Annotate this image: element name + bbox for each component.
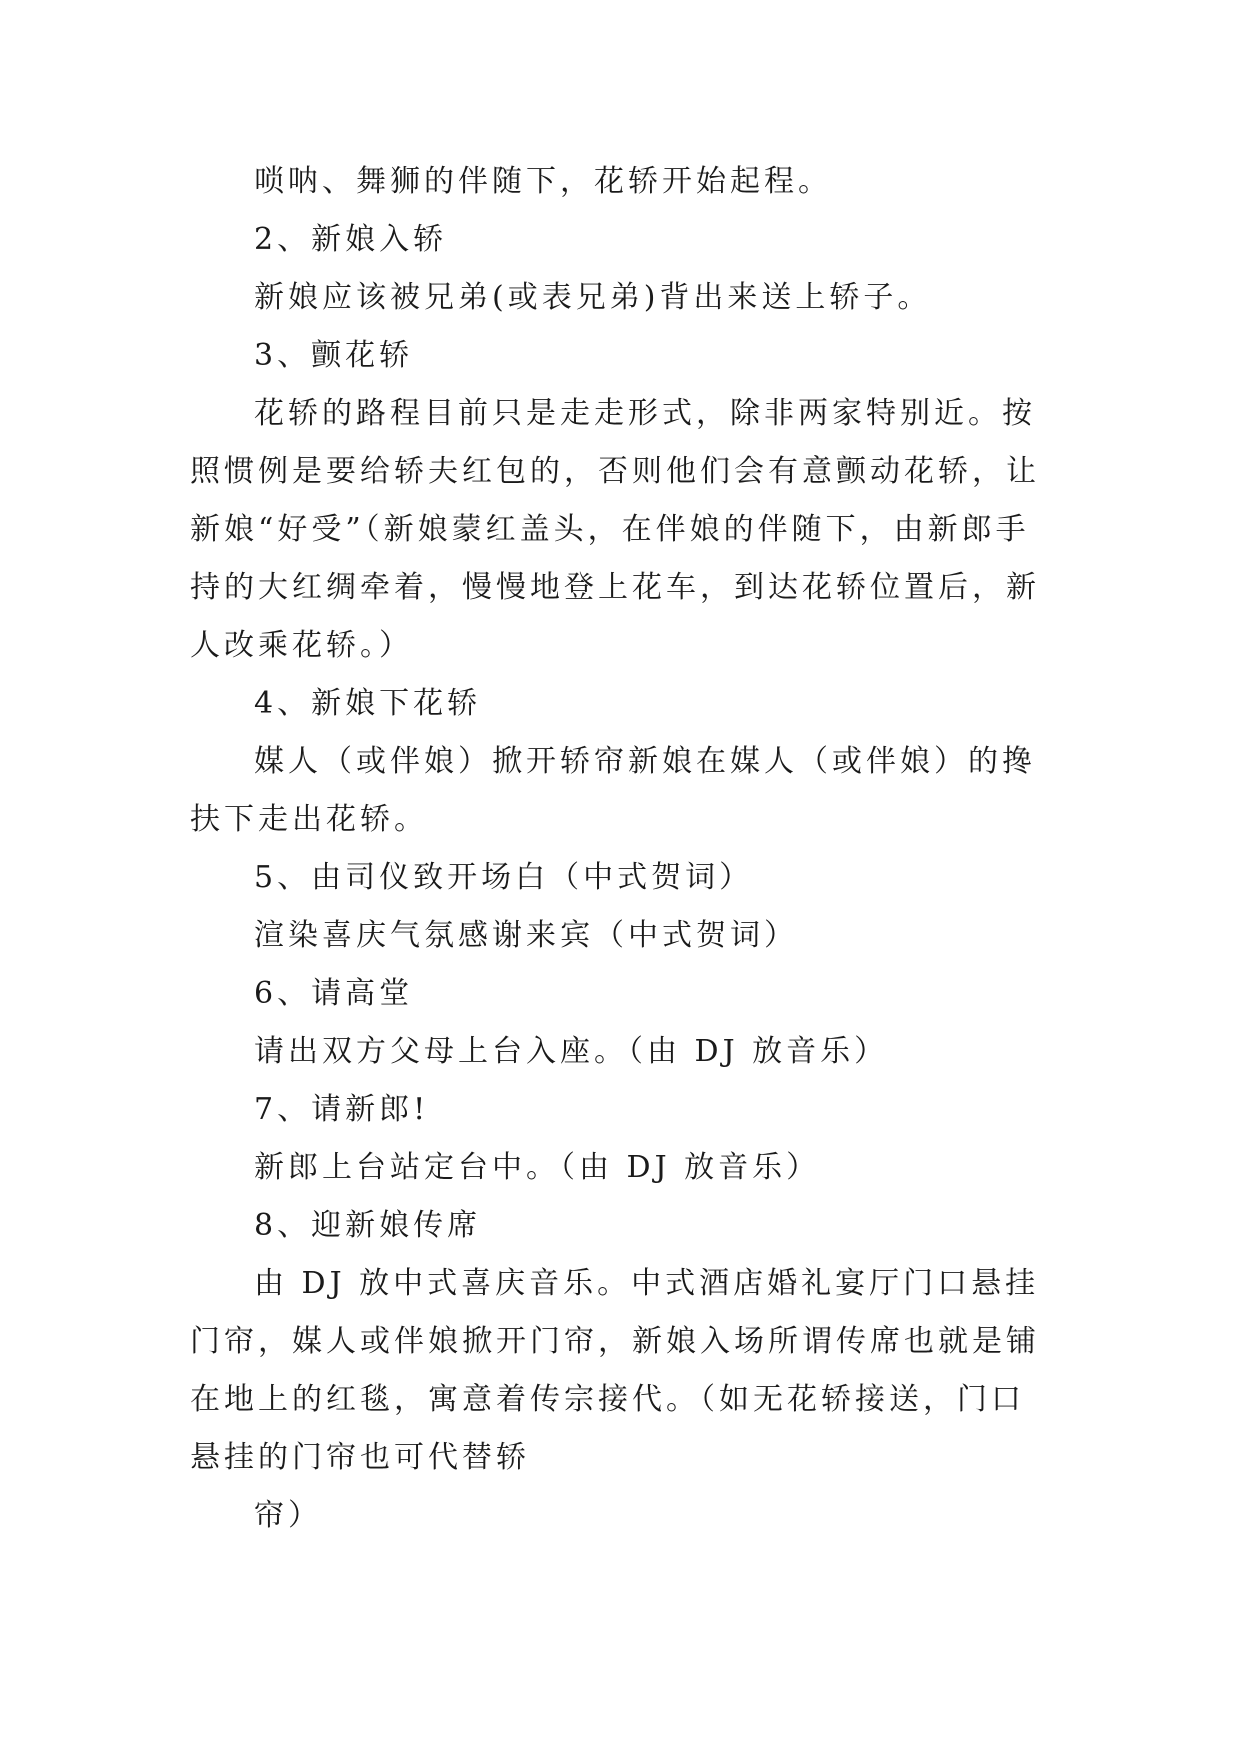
document-body — [190, 153, 1054, 1545]
paragraph-opening-remarks: 渲染喜庆气氛感谢来宾（中式贺词） — [254, 918, 798, 953]
heading-invite-groom: 7、请新郎! — [254, 1092, 430, 1127]
paragraph-welcome-bride: 由 DJ 放中式喜庆音乐。中式酒店婚礼宴厅门口悬挂门帘，媒人或伴娘掀开门帘，新娘入场所谓传席也就是铺在地上的红毯，寓意着传宗接代。（如无花轿接送，门口悬挂的门帘也可代替轿 — [190, 1266, 1040, 1475]
heading-welcome-bride: 8、迎新娘传席 — [254, 1208, 482, 1243]
paragraph-shake-sedan: 花轿的路程目前只是走走形式，除非两家特别近。按照惯例是要给轿夫红包的，否则他们会有意颤动花轿，让新娘“好受”（新娘蒙红盖头，在伴娘的伴随下，由新郎手持的大红绸牵着，慢慢地登上花车，到达花轿位置后，新人改乘花轿。） — [190, 396, 1040, 663]
paragraph-bride-enters-sedan: 新娘应该被兄弟(或表兄弟)背出来送上轿子。 — [254, 280, 932, 315]
heading-opening-remarks: 5、由司仪致开场白（中式贺词） — [254, 860, 754, 895]
paragraph-invite-groom: 新郎上台站定台中。（由 DJ 放音乐） — [254, 1150, 821, 1185]
heading-shake-sedan: 3、颤花轿 — [254, 338, 414, 373]
heading-invite-parents: 6、请高堂 — [254, 976, 414, 1011]
heading-bride-exits-sedan: 4、新娘下花轿 — [254, 686, 482, 721]
paragraph-invite-parents: 请出双方父母上台入座。（由 DJ 放音乐） — [254, 1034, 889, 1069]
paragraph-welcome-bride-continuation: 帘） — [254, 1498, 322, 1533]
paragraph-procession-start: 唢呐、舞狮的伴随下，花轿开始起程。 — [254, 164, 832, 199]
paragraph-bride-exits-sedan: 媒人（或伴娘）掀开轿帘新娘在媒人（或伴娘）的搀扶下走出花轿。 — [190, 744, 1036, 837]
heading-bride-enters-sedan: 2、新娘入轿 — [254, 222, 448, 257]
